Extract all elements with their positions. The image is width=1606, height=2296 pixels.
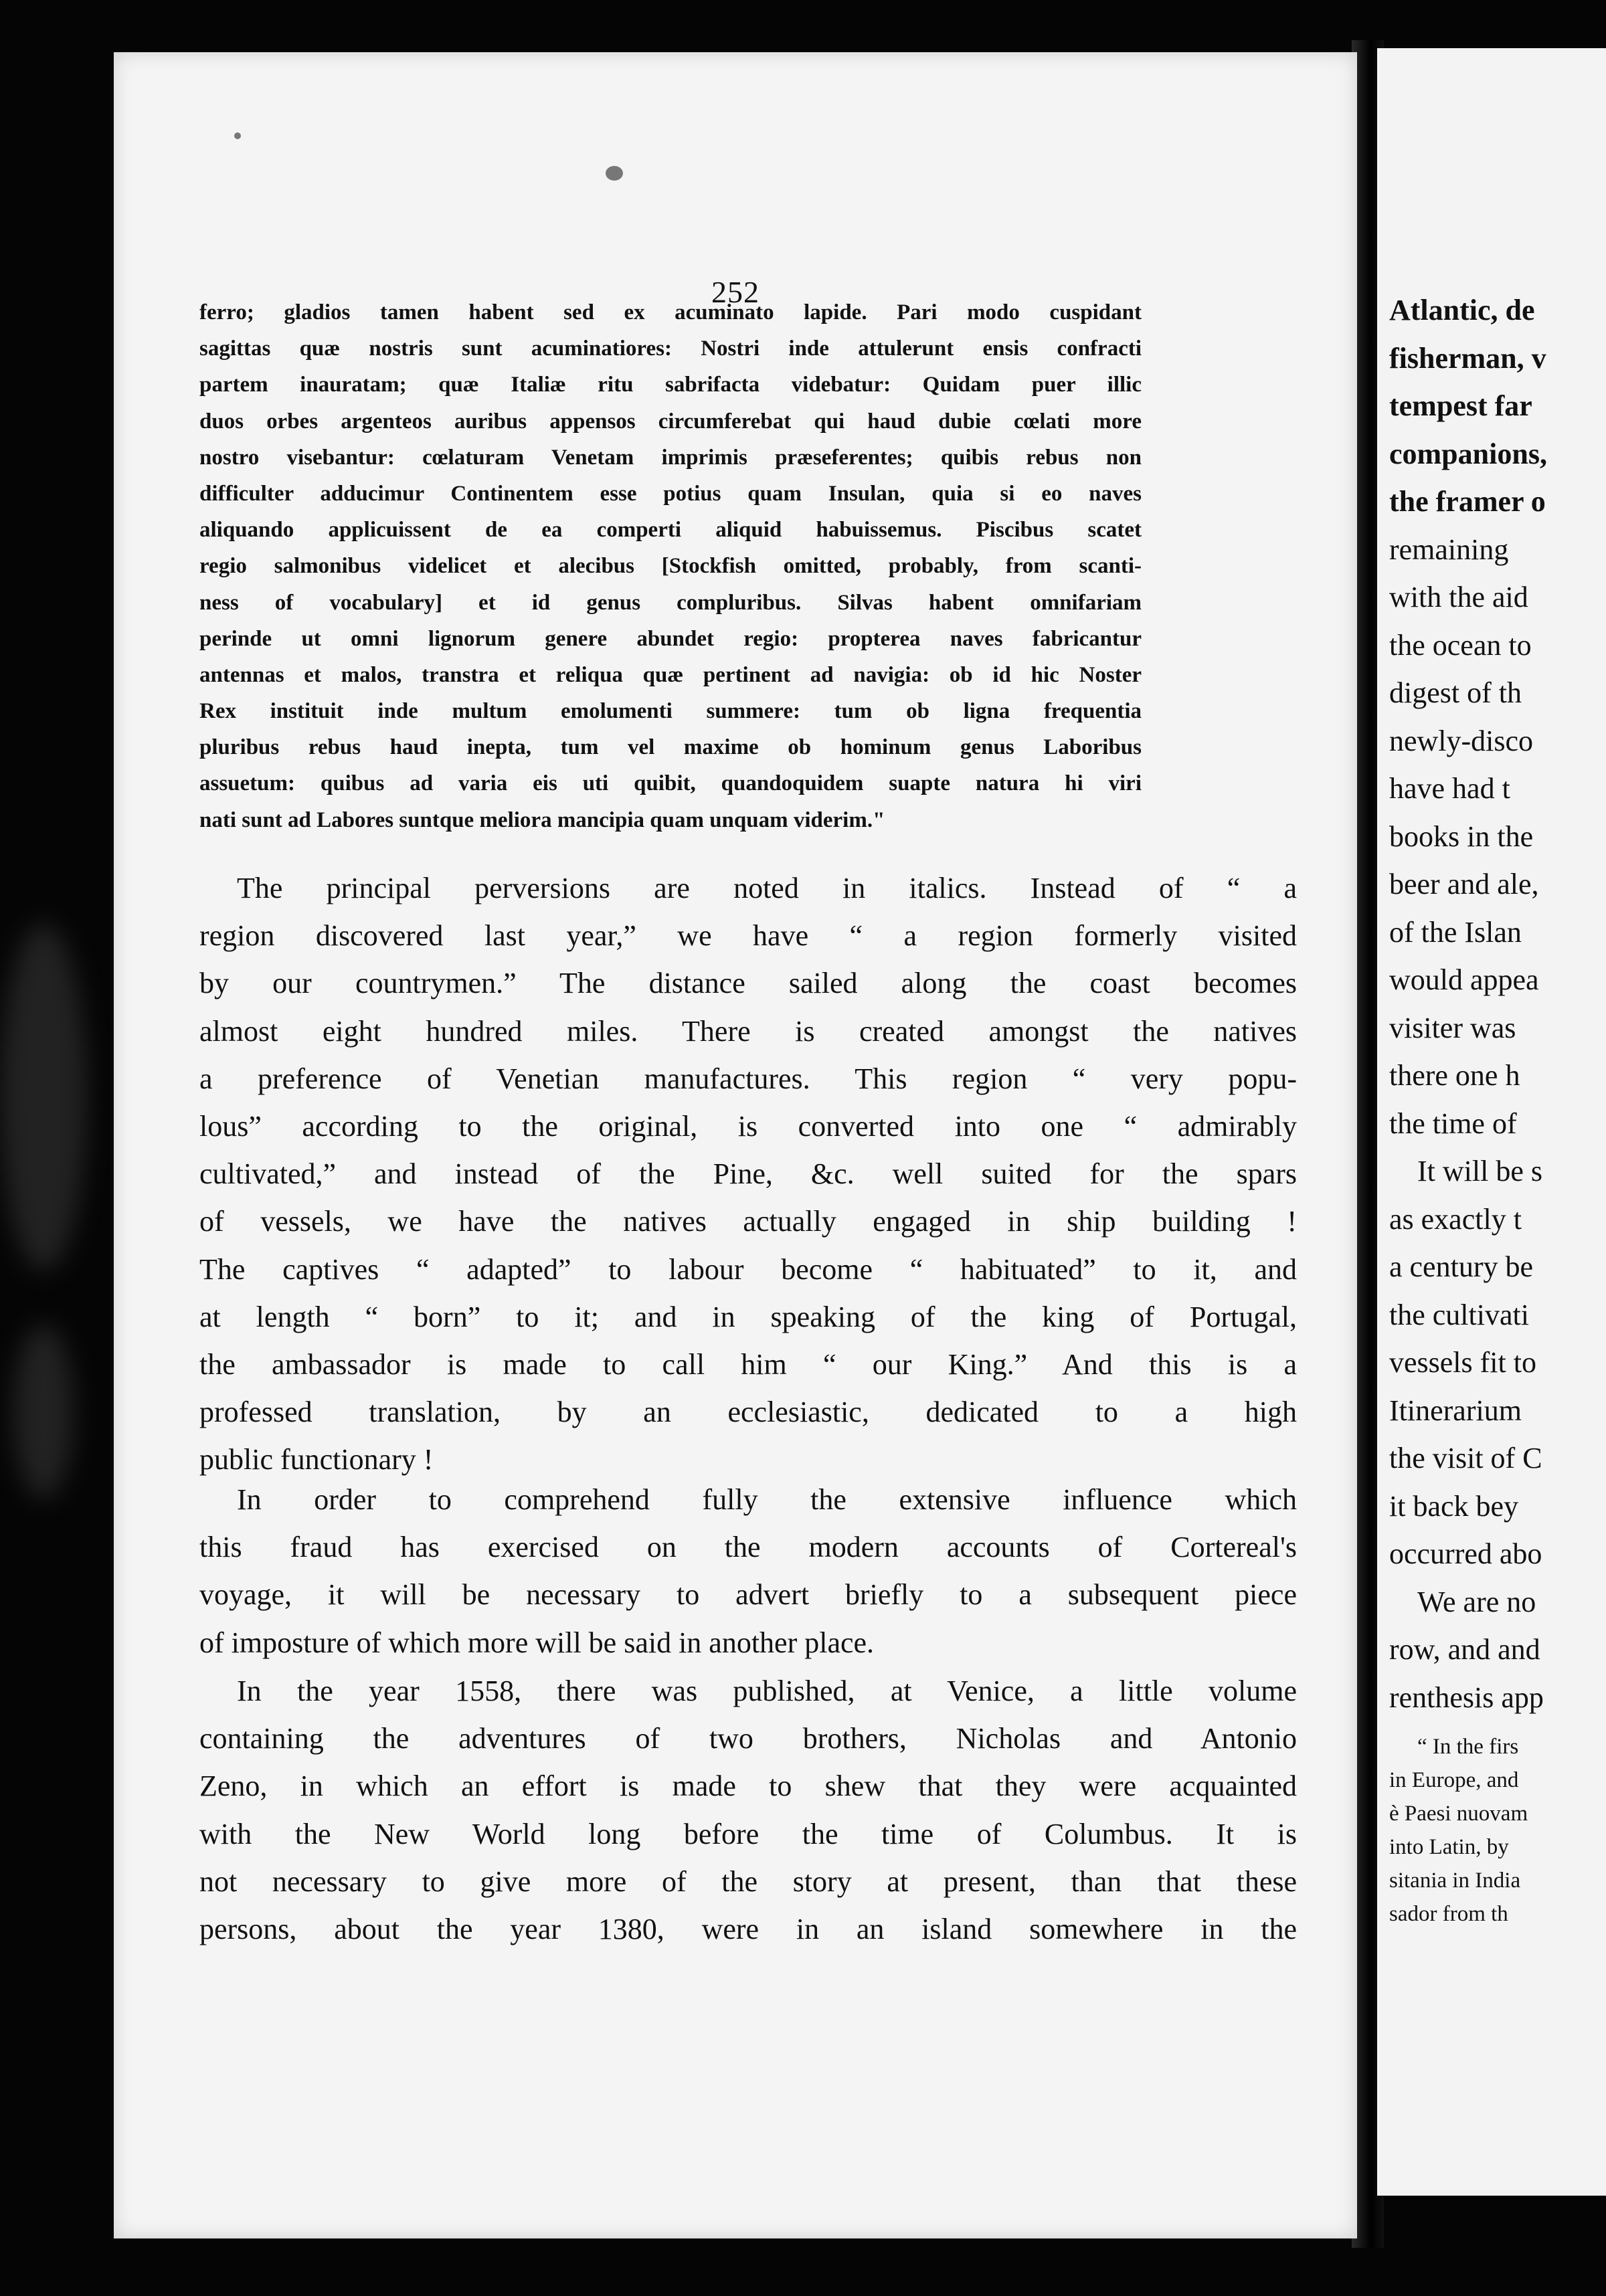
facing-page-line: visiter was (1389, 1011, 1516, 1044)
body-line: by our countrymen.” The distance sailed along the coast becomes (199, 967, 1297, 1000)
latin-quotation (199, 294, 1142, 838)
latin-line: partem inauratam; quæ Italiæ ritu sabrifacta videbatur: Quidam puer illic (199, 373, 1142, 397)
facing-page-line: would appea (1389, 963, 1539, 996)
body-line: not necessary to give more of the story at present, than that these (199, 1864, 1297, 1898)
facing-footnote-line: in Europe, and (1389, 1768, 1519, 1792)
body-line: this fraud has exercised on the modern accounts of Cortereal's (199, 1531, 1297, 1564)
paragraph-imposture (199, 1476, 1297, 1666)
facing-page-line: renthesis app (1389, 1681, 1544, 1714)
facing-page-line: as exactly t (1389, 1202, 1522, 1236)
facing-page-line: beer and ale, (1389, 868, 1539, 900)
latin-line: nostro visebantur: cœlaturam Venetam imprimis præseferentes; quibis rebus non (199, 445, 1142, 470)
latin-line: nati sunt ad Labores suntque meliora mancipia quam unquam viderim." (199, 807, 885, 832)
scan-smudge (0, 923, 87, 1271)
facing-page-line: with the aid (1389, 581, 1528, 613)
latin-line: antennas et malos, transtra et reliqua quæ pertinent ad navigia: ob id hic Noster (199, 662, 1142, 687)
body-line: The principal perversions are noted in italics. Instead of “ a (237, 872, 1297, 904)
facing-page-line: companions, (1389, 437, 1547, 470)
facing-page-line: occurred abo (1389, 1537, 1542, 1570)
facing-page-line: remaining (1389, 533, 1509, 566)
body-line: with the New World long before the time of Columbus. It is (199, 1817, 1297, 1850)
paragraph-zeno (199, 1667, 1297, 1953)
facing-page-line: the time of (1389, 1107, 1517, 1140)
latin-line: perinde ut omni lignorum genere abundet regio: propterea naves fabricantur (199, 626, 1142, 651)
facing-page-line: the framer o (1389, 485, 1546, 518)
latin-line: assuetum: quibus ad varia eis uti quibit, quandoquidem suapte natura hi viri (199, 771, 1142, 796)
body-line: a preference of Venetian manufactures. This region “ very popu- (199, 1062, 1297, 1095)
body-line: region discovered last year,” we have “ a region formerly visited (199, 919, 1297, 953)
facing-page-line: the visit of C (1389, 1442, 1542, 1474)
body-line: cultivated,” and instead of the Pine, &c. well suited for the spars (199, 1157, 1297, 1191)
latin-line: aliquando applicuissent de ea comperti aliquid habuissemus. Piscibus scatet (199, 518, 1142, 543)
body-line: public functionary ! (199, 1443, 434, 1476)
facing-page-line: vessels fit to (1389, 1346, 1536, 1379)
page-number: 252 (711, 275, 760, 309)
body-line: voyage, it will be necessary to advert briefly to a subsequent piece (199, 1578, 1297, 1612)
facing-page-line: a century be (1389, 1250, 1533, 1283)
facing-page-line: fisherman, v (1389, 341, 1546, 375)
facing-page-line: It will be s (1417, 1155, 1542, 1187)
latin-line: regio salmonibus videlicet et alecibus [Stockfish omitted, probably, from scanti- (199, 554, 1142, 579)
facing-page (1377, 48, 1606, 2196)
facing-page-line: row, and and (1389, 1633, 1540, 1666)
body-line: lous” according to the original, is converted into one “ admirably (199, 1109, 1297, 1143)
scan-smudge (13, 1325, 74, 1499)
body-line: the ambassador is made to call him “ our King.” And this is a (199, 1347, 1297, 1381)
facing-page-line: Atlantic, de (1389, 294, 1535, 326)
body-line: of vessels, we have the natives actually engaged in ship building ! (199, 1205, 1297, 1238)
facing-page-line: it back bey (1389, 1489, 1519, 1523)
body-line: In the year 1558, there was published, at Venice, a little volume (237, 1675, 1297, 1707)
body-line: In order to comprehend fully the extensive influence which (237, 1483, 1297, 1516)
body-line: Zeno, in which an effort is made to shew that they were acquainted (199, 1769, 1297, 1803)
latin-line: difficulter adducimur Continentem esse potius quam Insulan, quia si eo naves (199, 481, 1142, 506)
paragraph-perversions (199, 864, 1297, 1483)
facing-page-line: newly-disco (1389, 724, 1534, 757)
body-line: almost eight hundred miles. There is created amongst the natives (199, 1014, 1297, 1048)
facing-footnote-line: sitania in India (1389, 1869, 1521, 1893)
facing-page-line: Itinerarium (1389, 1394, 1522, 1427)
body-line: at length “ born” to it; and in speaking of the king of Portugal, (199, 1300, 1297, 1333)
body-line: persons, about the year 1380, were in an island somewhere in the (199, 1912, 1297, 1945)
latin-line: ness of vocabulary] et id genus compluribus. Silvas habent omnifariam (199, 590, 1142, 615)
facing-footnote-line: into Latin, by (1389, 1835, 1509, 1859)
facing-page-line: We are no (1417, 1585, 1536, 1618)
body-line: professed translation, by an ecclesiastic, dedicated to a high (199, 1396, 1297, 1429)
facing-page-line: digest of th (1389, 676, 1522, 709)
facing-page-line: the ocean to (1389, 628, 1532, 662)
body-line: containing the adventures of two brothers, Nicholas and Antonio (199, 1722, 1297, 1755)
facing-page-line: books in the (1389, 820, 1534, 853)
facing-footnote-line: è Paesi nuovam (1389, 1802, 1528, 1826)
facing-page-line: there one h (1389, 1059, 1520, 1092)
facing-footnote-line: sador from th (1389, 1902, 1508, 1926)
latin-line: Rex instituit inde multum emolumenti summere: tum ob ligna frequentia (199, 699, 1142, 724)
facing-page-line: of the Islan (1389, 915, 1522, 949)
latin-line: duos orbes argenteos auribus appensos circumferebat qui haud dubie cœlati more (199, 409, 1142, 434)
facing-page-line: have had t (1389, 772, 1510, 805)
latin-line: pluribus rebus haud inepta, tum vel maxime ob hominum genus Laboribus (199, 735, 1142, 760)
facing-page-line: tempest far (1389, 389, 1532, 422)
ink-speck (234, 132, 241, 139)
facing-footnote-line: “ In the firs (1417, 1735, 1519, 1759)
latin-line: ferro; gladios tamen habent sed ex acuminato lapide. Pari modo cuspidant (199, 300, 1142, 324)
body-line: of imposture of which more will be said in another place. (199, 1626, 875, 1659)
facing-page-line: the cultivati (1389, 1298, 1529, 1331)
latin-line: sagittas quæ nostris sunt acuminatiores: Nostri inde attulerunt ensis confracti (199, 337, 1142, 361)
ink-speck (606, 166, 623, 181)
body-line: The captives “ adapted” to labour become “ habituated” to it, and (199, 1252, 1297, 1286)
